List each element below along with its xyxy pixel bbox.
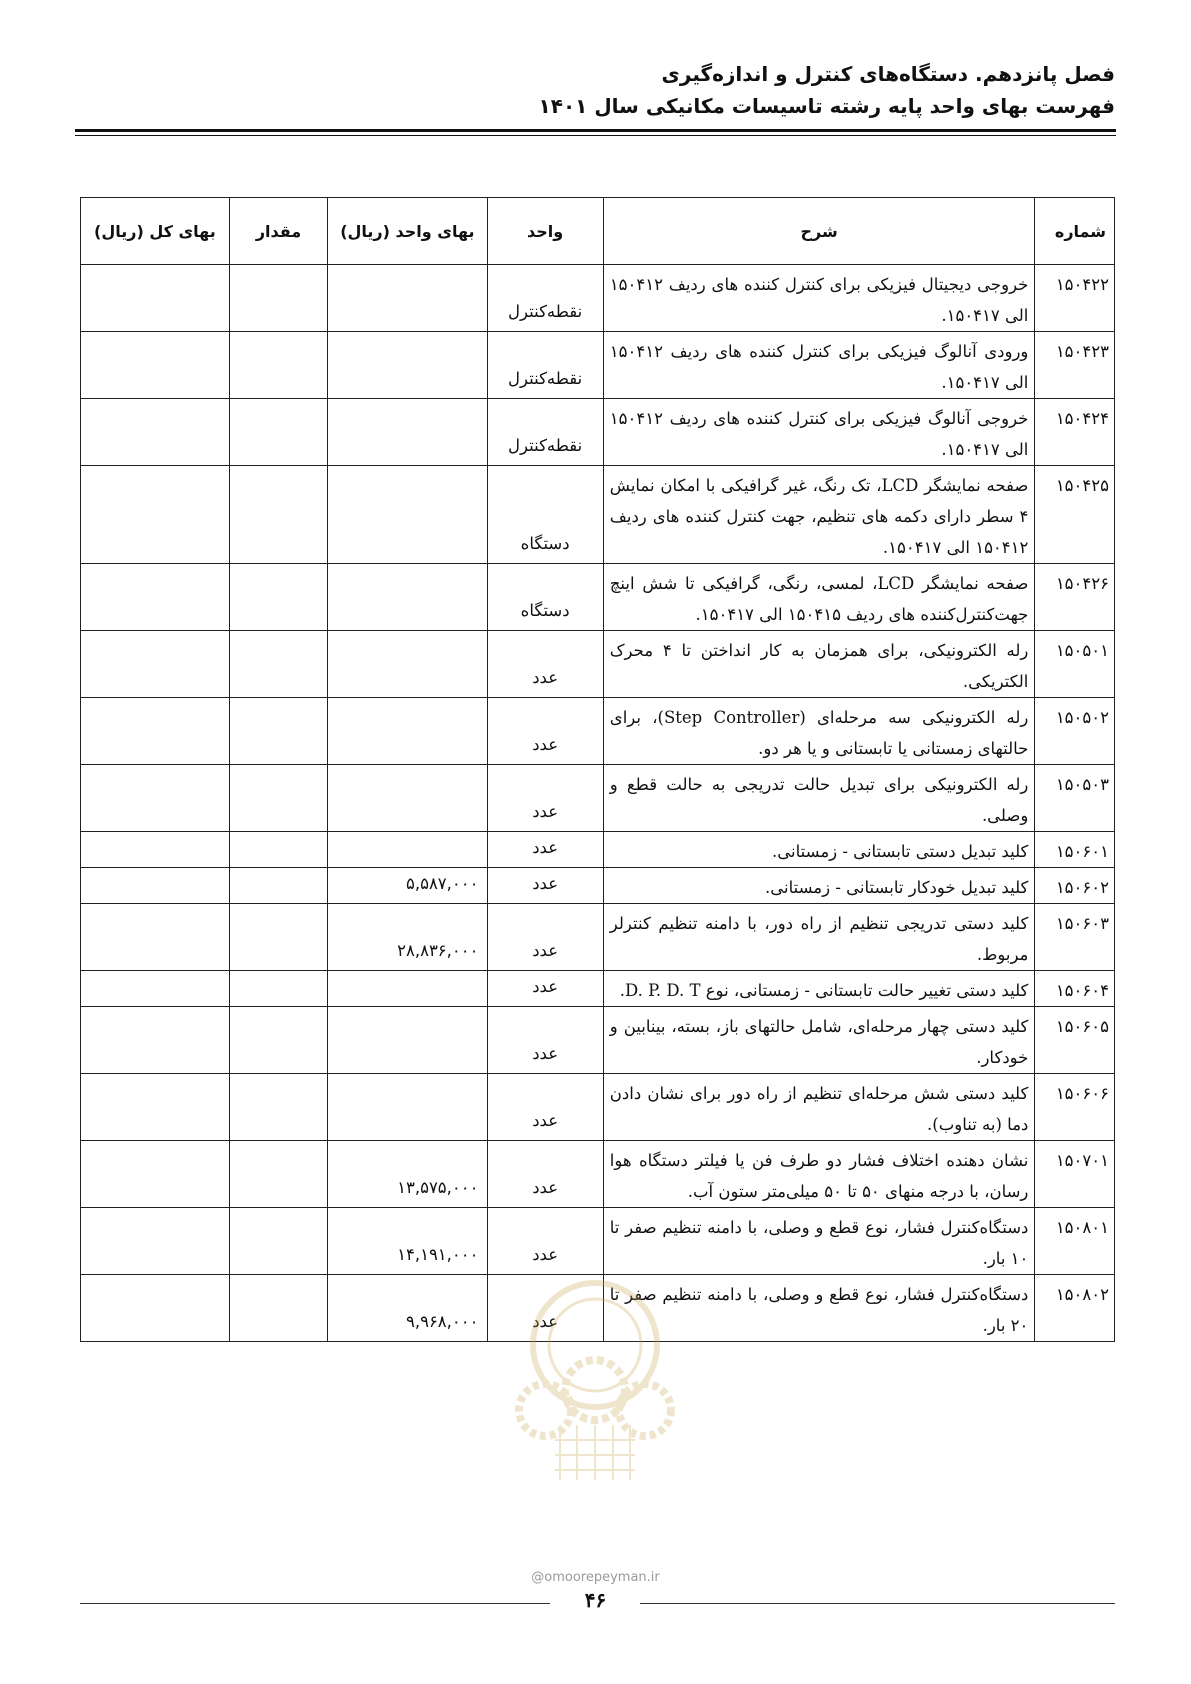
page-number: ۴۶ [584, 1588, 607, 1612]
item-unit-price [328, 698, 487, 765]
item-description: کلید دستی شش مرحله‌ای تنظیم از راه دور برای نشان دادن دما (به تناوب). [603, 1074, 1035, 1141]
item-unit: عدد [487, 868, 603, 904]
watermark-seal-icon [505, 1275, 685, 1485]
header-description: شرح [603, 198, 1035, 265]
item-quantity [229, 1141, 327, 1208]
item-quantity [229, 1007, 327, 1074]
item-unit-price [328, 1074, 487, 1141]
item-quantity [229, 971, 327, 1007]
item-description: صفحه نمایشگر LCD، لمسی، رنگی، گرافیکی تا شش اینچ جهت‌کنترل‌کننده های ردیف ۱۵۰۴۱۵ الی ۱۵۰۴۱۷. [603, 564, 1035, 631]
item-unit: عدد [487, 1275, 603, 1342]
item-description: دستگاه‌کنترل فشار، نوع قطع و وصلی، با دامنه تنظیم صفر تا ۱۰ بار. [603, 1208, 1035, 1275]
item-total-price [81, 631, 230, 698]
item-quantity [229, 1275, 327, 1342]
item-unit-price: ۲۸,۸۳۶,۰۰۰ [328, 904, 487, 971]
item-total-price [81, 765, 230, 832]
item-unit: عدد [487, 1141, 603, 1208]
item-unit-price: ۱۴,۱۹۱,۰۰۰ [328, 1208, 487, 1275]
item-description: رله الکترونیکی سه مرحله‌ای (Step Controller)، برای حالتهای زمستانی یا تابستانی و یا هر دو. [603, 698, 1035, 765]
item-unit-price [328, 971, 487, 1007]
table-row [81, 868, 1115, 904]
chapter-title: فصل پانزدهم. دستگاه‌های کنترل و اندازه‌گیری [661, 62, 1115, 86]
item-quantity [229, 1208, 327, 1275]
table-row [81, 832, 1115, 868]
item-code: ۱۵۰۴۲۳ [1035, 332, 1115, 399]
header-rule-thick [75, 129, 1116, 132]
item-unit: نقطه‌کنترل [487, 265, 603, 332]
item-description: کلید تبدیل خودکار تابستانی - زمستانی. [603, 868, 1035, 904]
item-total-price [81, 971, 230, 1007]
table-row [81, 631, 1115, 698]
item-quantity [229, 466, 327, 564]
item-description: خروجی دیجیتال فیزیکی برای کنترل کننده های ردیف ۱۵۰۴۱۲ الی ۱۵۰۴۱۷. [603, 265, 1035, 332]
item-quantity [229, 765, 327, 832]
item-unit: دستگاه [487, 564, 603, 631]
item-total-price [81, 399, 230, 466]
item-quantity [229, 332, 327, 399]
item-unit: عدد [487, 971, 603, 1007]
table-row [81, 564, 1115, 631]
item-quantity [229, 904, 327, 971]
item-total-price [81, 868, 230, 904]
item-unit-price: ۱۳,۵۷۵,۰۰۰ [328, 1141, 487, 1208]
item-total-price [81, 265, 230, 332]
item-quantity [229, 868, 327, 904]
item-total-price [81, 564, 230, 631]
table-row [81, 698, 1115, 765]
item-unit: عدد [487, 765, 603, 832]
item-code: ۱۵۰۵۰۱ [1035, 631, 1115, 698]
item-unit: عدد [487, 1074, 603, 1141]
item-unit-price [328, 265, 487, 332]
item-code: ۱۵۰۶۰۱ [1035, 832, 1115, 868]
item-quantity [229, 832, 327, 868]
item-unit-price [328, 564, 487, 631]
header-total-price: بهای کل (ریال) [81, 198, 230, 265]
header-quantity: مقدار [229, 198, 327, 265]
item-unit: عدد [487, 631, 603, 698]
item-quantity [229, 1074, 327, 1141]
table-row [81, 904, 1115, 971]
item-quantity [229, 564, 327, 631]
item-description: دستگاه‌کنترل فشار، نوع قطع و وصلی، با دامنه تنظیم صفر تا ۲۰ بار. [603, 1275, 1035, 1342]
item-code: ۱۵۰۶۰۳ [1035, 904, 1115, 971]
item-total-price [81, 1007, 230, 1074]
item-total-price [81, 1074, 230, 1141]
item-unit: عدد [487, 904, 603, 971]
item-code: ۱۵۰۴۲۲ [1035, 265, 1115, 332]
item-code: ۱۵۰۴۲۶ [1035, 564, 1115, 631]
item-quantity [229, 399, 327, 466]
item-unit-price [328, 631, 487, 698]
table-row [81, 971, 1115, 1007]
item-description: رله الکترونیکی برای تبدیل حالت تدریجی به حالت قطع و وصلی. [603, 765, 1035, 832]
item-total-price [81, 904, 230, 971]
item-description: ورودی آنالوگ فیزیکی برای کنترل کننده های ردیف ۱۵۰۴۱۲ الی ۱۵۰۴۱۷. [603, 332, 1035, 399]
item-unit: دستگاه [487, 466, 603, 564]
table-row [81, 765, 1115, 832]
item-quantity [229, 698, 327, 765]
item-unit: نقطه‌کنترل [487, 332, 603, 399]
item-unit: نقطه‌کنترل [487, 399, 603, 466]
header-number: شماره [1035, 198, 1115, 265]
item-description: کلید دستی چهار مرحله‌ای، شامل حالتهای باز، بسته، بینابین و خودکار. [603, 1007, 1035, 1074]
item-total-price [81, 1141, 230, 1208]
table-row [81, 1208, 1115, 1275]
page-header [75, 58, 1115, 122]
item-unit-price [328, 466, 487, 564]
table-row [81, 332, 1115, 399]
item-code: ۱۵۰۷۰۱ [1035, 1141, 1115, 1208]
item-description: صفحه نمایشگر LCD، تک رنگ، غیر گرافیکی با امکان نمایش ۴ سطر دارای دکمه های تنظیم، جهت کنترل کننده های ردیف ۱۵۰۴۱۲ الی ۱۵۰۴۱۷. [603, 466, 1035, 564]
item-code: ۱۵۰۶۰۴ [1035, 971, 1115, 1007]
item-code: ۱۵۰۸۰۱ [1035, 1208, 1115, 1275]
price-table [80, 197, 1115, 1342]
item-quantity [229, 631, 327, 698]
table-row [81, 1141, 1115, 1208]
item-code: ۱۵۰۵۰۳ [1035, 765, 1115, 832]
table-header-row [81, 198, 1115, 265]
item-code: ۱۵۰۵۰۲ [1035, 698, 1115, 765]
item-unit: عدد [487, 832, 603, 868]
header-unit-price: بهای واحد (ریال) [328, 198, 487, 265]
item-total-price [81, 698, 230, 765]
item-unit-price [328, 332, 487, 399]
item-description: خروجی آنالوگ فیزیکی برای کنترل کننده های ردیف ۱۵۰۴۱۲ الی ۱۵۰۴۱۷. [603, 399, 1035, 466]
item-description: کلید تبدیل دستی تابستانی - زمستانی. [603, 832, 1035, 868]
table-row [81, 1007, 1115, 1074]
item-total-price [81, 1275, 230, 1342]
table-row [81, 265, 1115, 332]
item-code: ۱۵۰۴۲۵ [1035, 466, 1115, 564]
table-row [81, 399, 1115, 466]
table-row [81, 466, 1115, 564]
item-code: ۱۵۰۶۰۶ [1035, 1074, 1115, 1141]
item-description: کلید دستی تغییر حالت تابستانی - زمستانی، نوع D. P. D. T. [603, 971, 1035, 1007]
item-unit-price [328, 832, 487, 868]
table-row [81, 1074, 1115, 1141]
item-unit: عدد [487, 698, 603, 765]
item-unit: عدد [487, 1007, 603, 1074]
item-total-price [81, 1208, 230, 1275]
header-rule-thin [75, 135, 1116, 136]
item-description: نشان دهنده اختلاف فشار دو طرف فن یا فیلتر دستگاه هوا رسان، با درجه منهای ۵۰ تا ۵۰ میلی‌متر ستون آب. [603, 1141, 1035, 1208]
item-unit-price: ۵,۵۸۷,۰۰۰ [328, 868, 487, 904]
item-total-price [81, 332, 230, 399]
header-unit: واحد [487, 198, 603, 265]
item-quantity [229, 265, 327, 332]
item-description: رله الکترونیکی، برای همزمان به کار انداختن تا ۴ محرک الکتریکی. [603, 631, 1035, 698]
item-description: کلید دستی تدریجی تنظیم از راه دور، با دامنه تنظیم کنترلر مربوط. [603, 904, 1035, 971]
item-unit-price: ۹,۹۶۸,۰۰۰ [328, 1275, 487, 1342]
item-unit: عدد [487, 1208, 603, 1275]
list-title: فهرست بهای واحد پایه رشته تاسیسات مکانیکی سال ۱۴۰۱ [538, 94, 1115, 118]
item-code: ۱۵۰۶۰۵ [1035, 1007, 1115, 1074]
item-unit-price [328, 765, 487, 832]
item-unit-price [328, 1007, 487, 1074]
item-code: ۱۵۰۴۲۴ [1035, 399, 1115, 466]
item-code: ۱۵۰۶۰۲ [1035, 868, 1115, 904]
item-total-price [81, 832, 230, 868]
item-code: ۱۵۰۸۰۲ [1035, 1275, 1115, 1342]
footer-url: @omoorepeyman.ir [531, 1570, 660, 1585]
item-total-price [81, 466, 230, 564]
item-unit-price [328, 399, 487, 466]
